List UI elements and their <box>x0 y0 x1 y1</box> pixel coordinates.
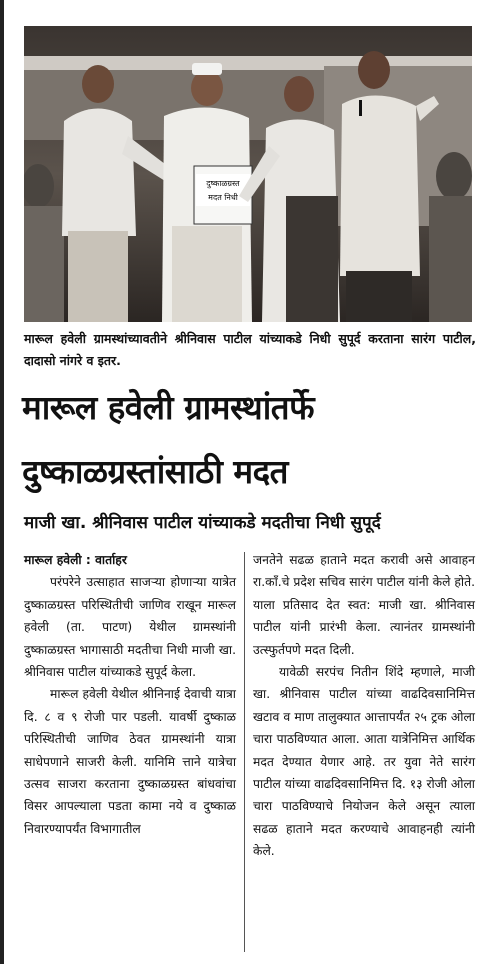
page-edge-bar <box>0 0 4 964</box>
paragraph: परंपरेने उत्साहात साजऱ्या होणाऱ्या यात्रेत दुष्काळग्रस्त परिस्थितीची जाणिव राखून मारूल हवेली (ता. पाटण) येथील ग्रामस्थांनी दुष्काळग्रस्त भागासाठी मदतीचा निधी माजी खा. श्रीनिवास पाटील यांच्याकडे सुपूर्द केला. <box>24 575 236 680</box>
paragraph: मारूल हवेली येथील श्रीनिनाई देवाची यात्रा दि. ८ व ९ रोजी पार पडली. यावर्षी दुष्काळ परिस्थितीची जाणिव ठेवत ग्रामस्थांनी यात्रा साधेपणाने साजरी केली. यानिमि त्ताने यात्रेचा उत्सव साजरा करताना दुष्काळग्रस्त बांधवांचा विसर आपल्याला पडता कामा नये व दुष्काळ निवारण्यापर्यंत विभागातील <box>24 687 236 836</box>
paragraph: जनतेने सढळ हाताने मदत करावी असे आवाहन रा.कॉं.चे प्रदेश सचिव सारंग पाटील यांनी केले होते. याला प्रतिसाद देत स्वत: माजी खा. श्रीनिवास पाटील यांनी प्रारंभी केला. त्यानंतर ग्रामस्थांनी उत्स्फुर्तपणे मदत दिली. <box>253 553 475 657</box>
headline-line-1: मारूल हवेली ग्रामस्थांतर्फे <box>22 388 315 427</box>
photo-caption: मारूल हवेली ग्रामस्थांच्यावतीने श्रीनिवास पाटील यांच्याकडे निधी सुपूर्द करताना सारंग पाटील, दादासो नांगरे व इतर. <box>24 331 476 368</box>
box-label-line2: मदत निधी <box>208 193 238 202</box>
column-divider <box>244 552 245 952</box>
dateline: मारूल हवेली : वार्ताहर <box>24 553 127 567</box>
article-column-2 <box>253 549 475 863</box>
subheadline: माजी खा. श्रीनिवास पाटील यांच्याकडे मदतीचा निधी सुपूर्द <box>24 513 381 533</box>
news-photo <box>24 26 472 322</box>
photo-illustration <box>24 26 472 322</box>
box-label-line1: दुष्काळग्रस्त <box>206 179 240 188</box>
paragraph: यावेळी सरपंच नितीन शिंदे म्हणाले, माजी खा. श्रीनिवास पाटील यांच्या वाढदिवसानिमित्त खटाव व माण तालुक्यात आत्तापर्यंत २५ ट्रक ओला चारा पाठविण्यात आला. आता यात्रेनिमित्त आर्थिक मदत देण्यात येणार आहे. तर युवा नेते सारंग पाटील यांच्या वाढदिवसानिमित्त दि. १३ रोजी ओला चारा पाठविण्याचे नियोजन केले असून त्याला सढळ हाताने मदत करण्याचे आवाहनही त्यांनी केले. <box>253 665 475 859</box>
article-column-1 <box>24 549 236 840</box>
headline-line-2: दुष्काळग्रस्तांसाठी मदत <box>22 452 288 491</box>
